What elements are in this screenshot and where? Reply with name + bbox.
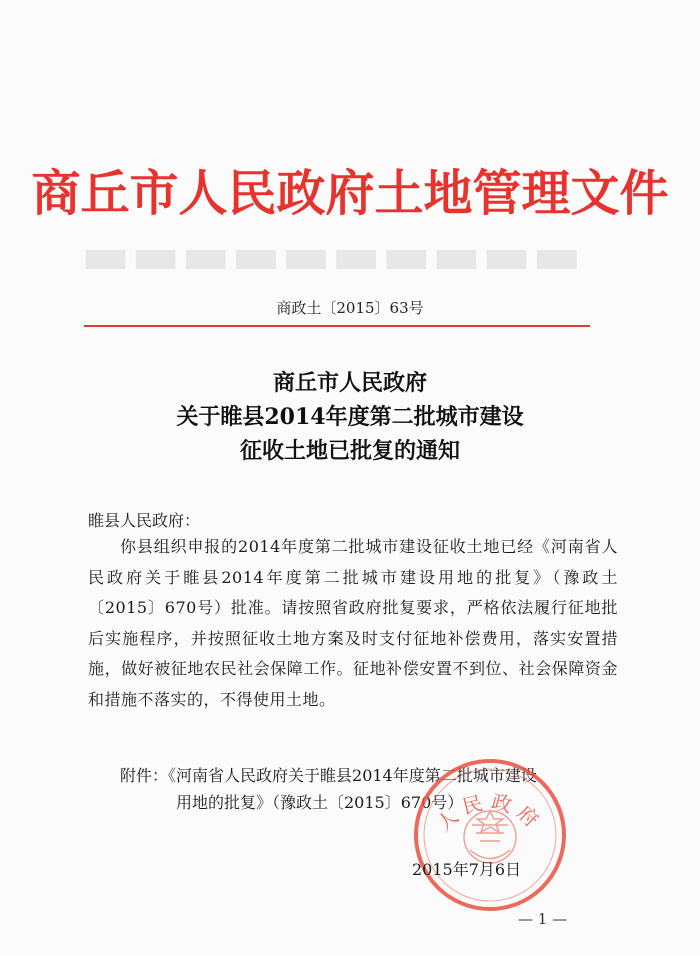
notice-title-line-3: 征收土地已批复的通知 bbox=[239, 438, 460, 464]
document-header-title: 商丘市人民政府土地管理文件 bbox=[31, 164, 669, 222]
attachment-line-1: 《河南省人民政府关于睢县2014年度第二批城市建设 bbox=[168, 766, 537, 785]
issue-date: 2015年7月6日 bbox=[412, 860, 522, 879]
bleed-through-text: ▬▬▬▬▬▬▬▬▬▬ bbox=[80, 225, 582, 286]
notice-title-line-2: 关于睢县2014年度第二批城市建设 bbox=[176, 404, 524, 430]
attachment-label: 附件： bbox=[120, 766, 169, 785]
page-number: — 1 — bbox=[518, 910, 568, 928]
attachment-note bbox=[120, 762, 620, 816]
red-divider-rule bbox=[84, 325, 590, 327]
notice-title bbox=[0, 366, 700, 468]
body-paragraph: 你县组织申报的2014年度第二批城市建设征收土地已经《河南省人民政府关于睢县2014年度第二批城市建设用地的批复》（豫政土〔2015〕670号）批准。请按照省政府批复要求，严格依法履行征地批后实施程序，并按照征收土地方案及时支付征地补偿费用，落实安置措施，做好被征地农民社会保障工作。征地补偿安置不到位、社会保障资金和措施不落实的，不得使用土地。 bbox=[88, 537, 618, 709]
document-number: 商政土〔2015〕63号 bbox=[276, 299, 424, 317]
notice-title-line-1: 商丘市人民政府 bbox=[272, 370, 427, 396]
svg-text:人民政府: 人民政府 bbox=[432, 789, 548, 836]
addressee: 睢县人民政府： bbox=[88, 511, 201, 530]
attachment-line-2: 用地的批复》（豫政土〔2015〕670号） bbox=[176, 793, 464, 812]
